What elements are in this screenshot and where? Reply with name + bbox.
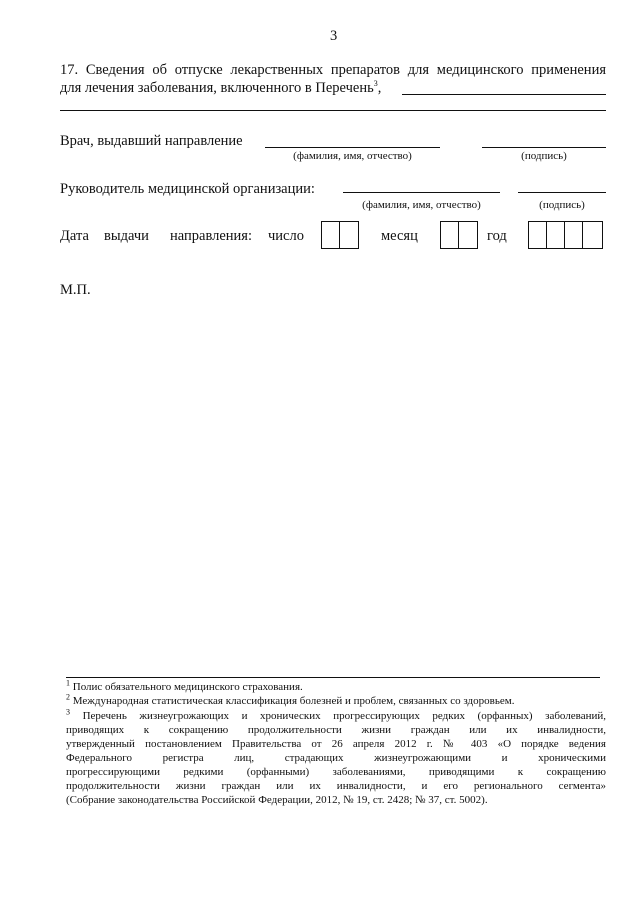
section-17-line2-text: для лечения заболевания, включенного в Перечень bbox=[60, 80, 374, 96]
date-word-3: направления: bbox=[170, 228, 252, 244]
month-boxes[interactable] bbox=[440, 221, 478, 249]
section-17-line1: 17. Сведения об отпуске лекарственных препаратов для медицинского применения bbox=[60, 62, 606, 78]
footnote-3-line6: продолжительности жизни граждан или их инвалидности, и его регионального сегмента» bbox=[66, 780, 606, 792]
stamp-mark: М.П. bbox=[60, 282, 91, 298]
head-signature-field[interactable] bbox=[518, 192, 606, 193]
footnote-separator bbox=[66, 677, 600, 678]
footnote-3-line2: приводящих к сокращению продолжительности жизни граждан или их инвалидности, bbox=[66, 724, 606, 736]
footnote-1-number: 1 bbox=[66, 678, 70, 688]
doctor-signature-caption: (подпись) bbox=[521, 150, 567, 162]
year-label: год bbox=[487, 228, 507, 244]
footnote-2 bbox=[66, 694, 606, 708]
day-label: число bbox=[268, 228, 304, 244]
footnote-2-text: Международная статистическая классификация болезней и проблем, связанных со здоровьем. bbox=[72, 695, 515, 707]
footnote-1 bbox=[66, 680, 606, 694]
year-digit-3[interactable] bbox=[565, 222, 583, 248]
month-digit-2[interactable] bbox=[459, 222, 477, 248]
month-label: месяц bbox=[381, 228, 418, 244]
section-17-field-line1[interactable] bbox=[402, 94, 606, 95]
doctor-name-field[interactable] bbox=[265, 147, 440, 148]
footnote-1-text: Полис обязательного медицинского страхования. bbox=[72, 681, 303, 693]
day-digit-1[interactable] bbox=[322, 222, 340, 248]
footnote-3-line3: утвержденный постановлением Правительства от 26 апреля 2012 г. № 403 «О порядке ведения bbox=[66, 738, 606, 750]
footnote-3-number: 3 bbox=[66, 707, 70, 717]
footnote-2-number: 2 bbox=[66, 692, 70, 702]
footnote-3 bbox=[66, 709, 606, 807]
head-label: Руководитель медицинской организации: bbox=[60, 181, 315, 197]
footnote-3-line7: (Собрание законодательства Российской Федерации, 2012, № 19, ст. 2428; № 37, ст. 5002). bbox=[66, 794, 488, 806]
day-digit-2[interactable] bbox=[340, 222, 358, 248]
footnote-3-line5: прогрессирующими редкими (орфанными) заболеваниями, приводящими к сокращению bbox=[66, 766, 606, 778]
section-17-line2-comma: , bbox=[377, 80, 382, 96]
head-name-field[interactable] bbox=[343, 192, 500, 193]
day-boxes[interactable] bbox=[321, 221, 359, 249]
doctor-name-caption: (фамилия, имя, отчество) bbox=[293, 150, 412, 162]
head-signature-caption: (подпись) bbox=[539, 199, 585, 211]
doctor-signature-field[interactable] bbox=[482, 147, 606, 148]
date-word-1: Дата bbox=[60, 228, 89, 244]
footnote-3-line1 bbox=[66, 709, 606, 723]
year-boxes[interactable] bbox=[528, 221, 603, 249]
footnote-ref-3: 3 bbox=[373, 79, 378, 89]
footnote-3-line4: Федерального регистра лиц, страдающих жизнеугрожающими и хроническими bbox=[66, 752, 606, 764]
head-name-caption: (фамилия, имя, отчество) bbox=[362, 199, 481, 211]
section-17-field-line2[interactable] bbox=[60, 110, 606, 111]
footnote-3-line1-text: Перечень жизнеугрожающих и хронических прогрессирующих редких (орфанных) заболеваний, bbox=[82, 710, 606, 722]
page-number: 3 bbox=[330, 28, 338, 44]
month-digit-1[interactable] bbox=[441, 222, 459, 248]
date-word-2: выдачи bbox=[104, 228, 149, 244]
section-17-line2 bbox=[60, 80, 381, 97]
doctor-label: Врач, выдавший направление bbox=[60, 133, 243, 149]
year-digit-1[interactable] bbox=[529, 222, 547, 248]
year-digit-4[interactable] bbox=[583, 222, 601, 248]
year-digit-2[interactable] bbox=[547, 222, 565, 248]
